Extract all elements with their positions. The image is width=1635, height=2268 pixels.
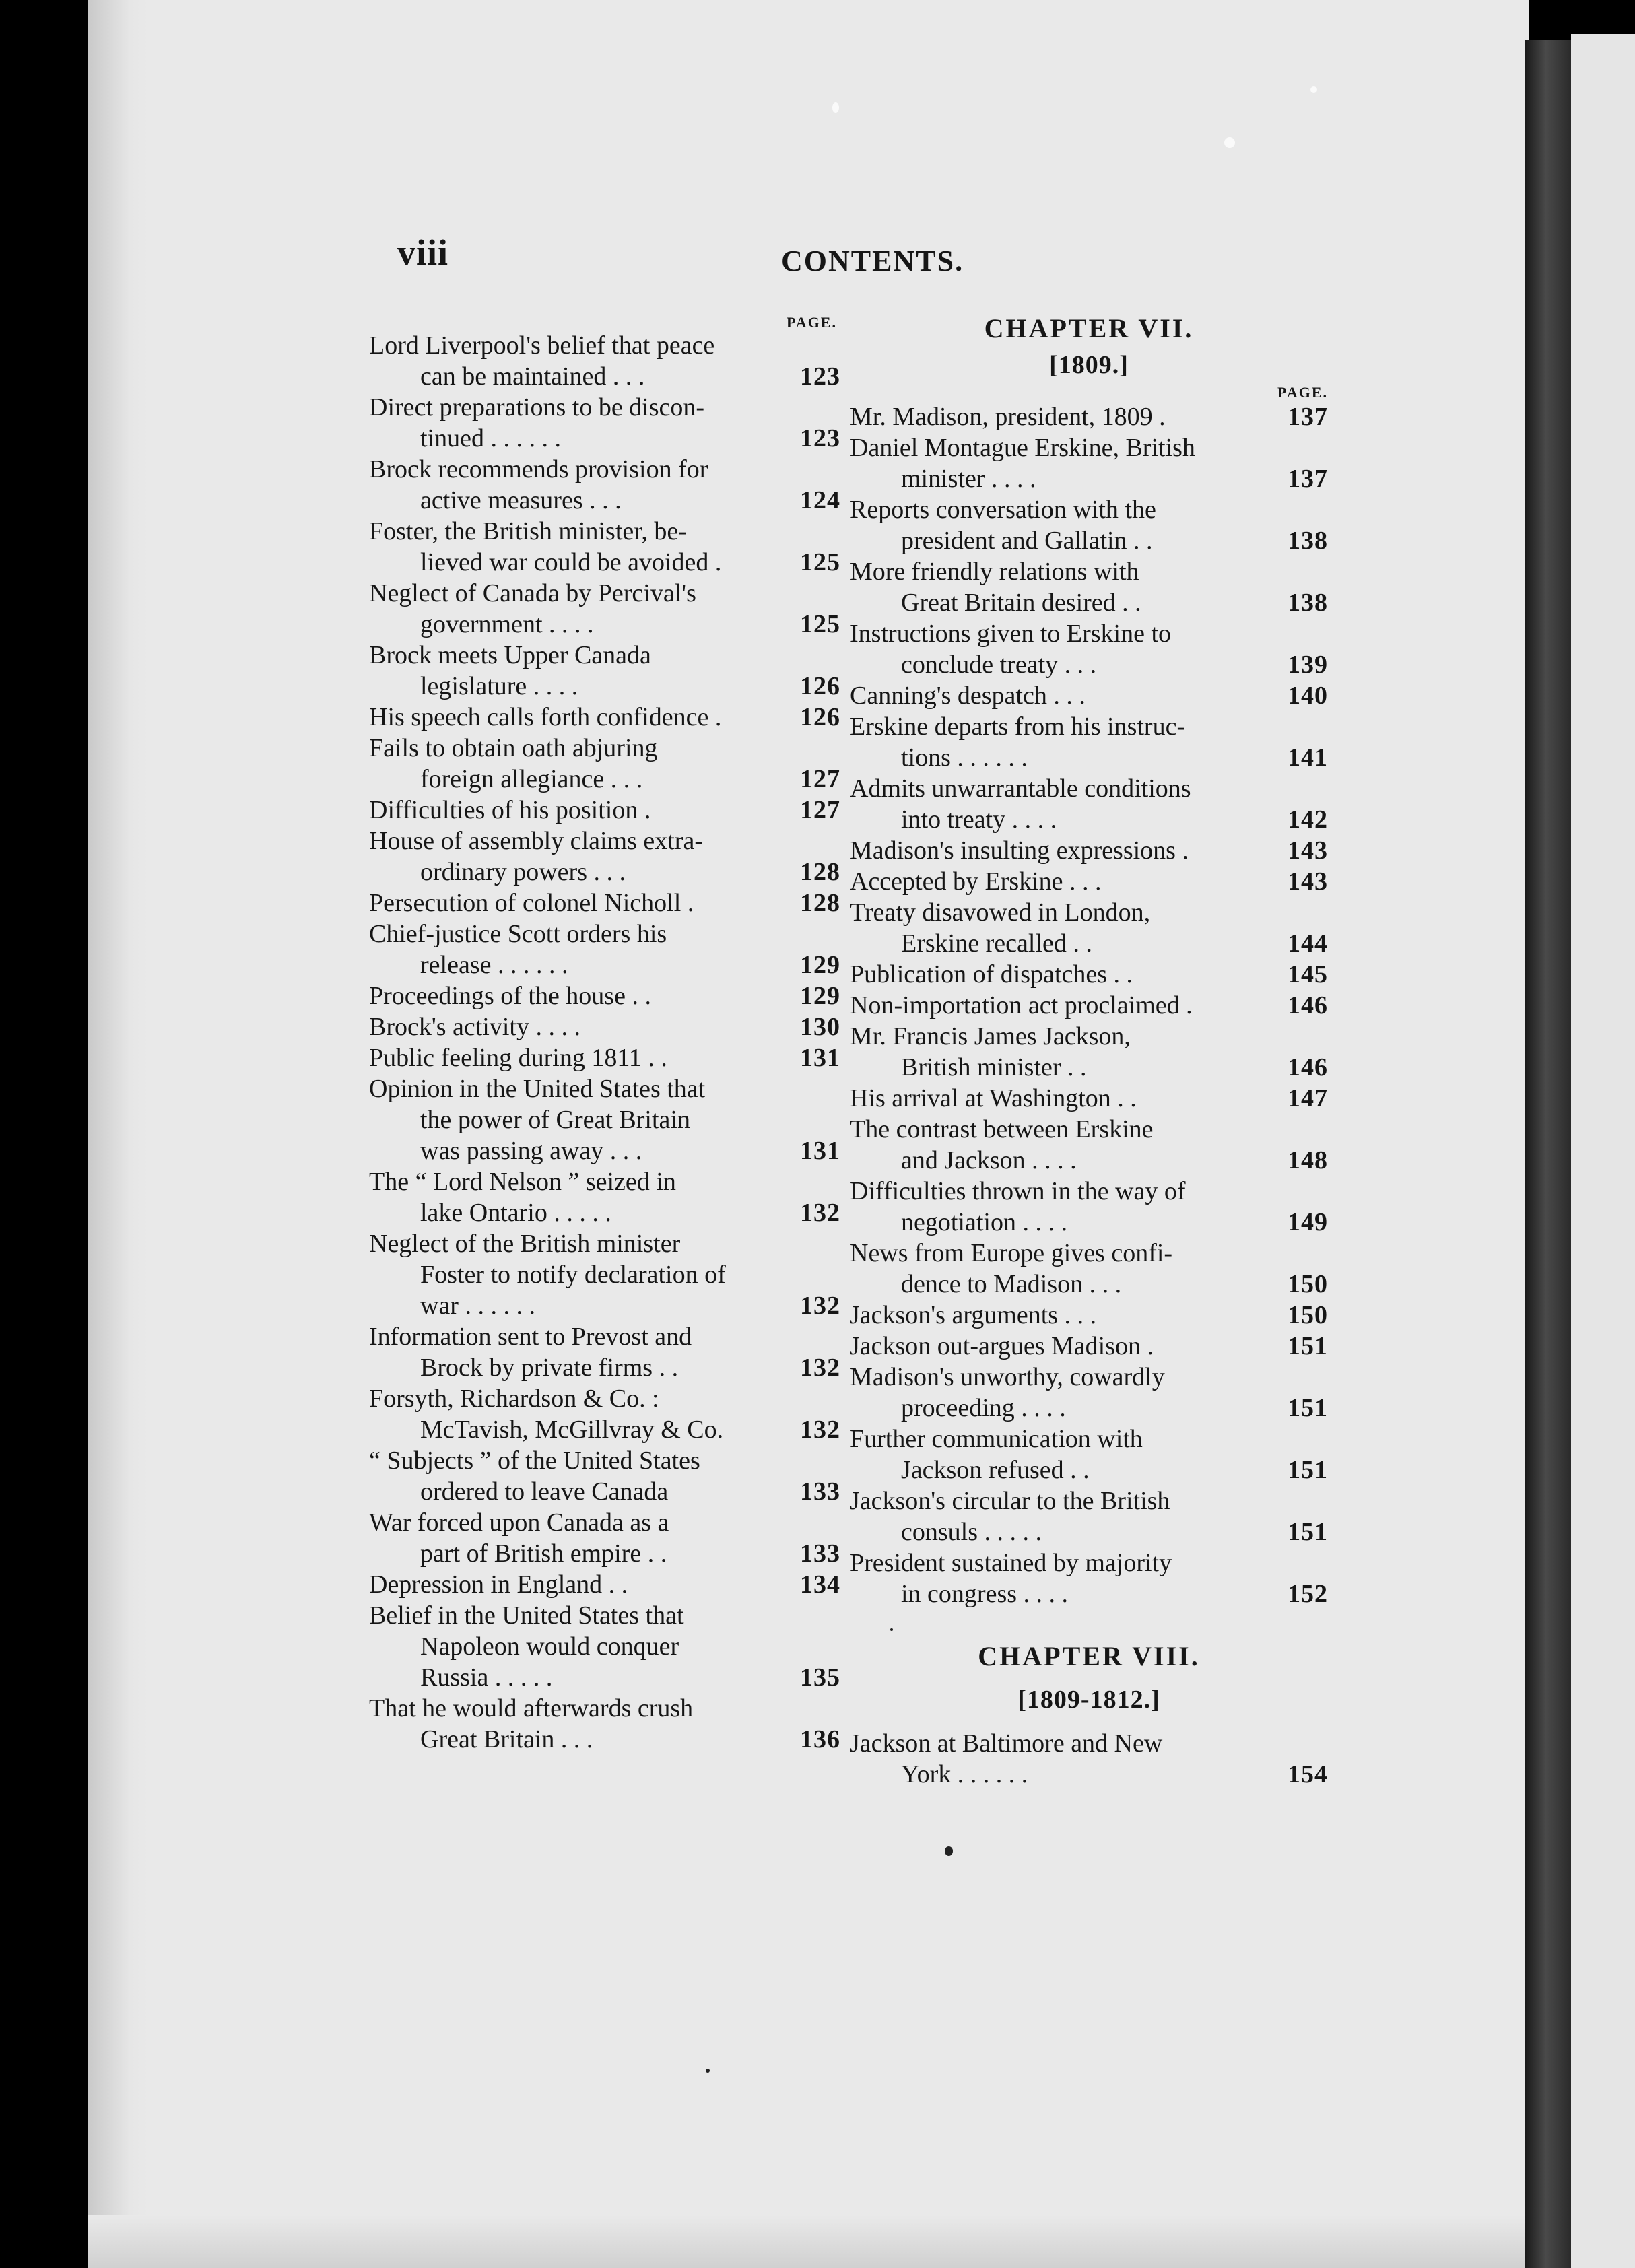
entry-text: Opinion in the United States that bbox=[369, 1075, 706, 1103]
entry-text: Daniel Montague Erskine, British bbox=[850, 434, 1195, 462]
contents-entry bbox=[369, 1228, 840, 1321]
chapter-viii-heading: CHAPTER VIII. bbox=[978, 1641, 1200, 1671]
entry-text: More friendly relations with bbox=[850, 558, 1139, 586]
contents-entry bbox=[369, 1042, 840, 1073]
entry-text: Jackson's arguments . . . bbox=[850, 1301, 1097, 1329]
entry-page-number: 128 bbox=[800, 889, 840, 917]
entry-text-continuation: Erskine recalled . . bbox=[901, 929, 1092, 958]
entry-text-continuation: McTavish, McGillvray & Co. bbox=[420, 1415, 724, 1444]
entry-page-number: 143 bbox=[1288, 836, 1328, 865]
paper-speck bbox=[1224, 137, 1235, 148]
entry-page-number: 151 bbox=[1288, 1518, 1328, 1546]
entry-text: Proceedings of the house . . bbox=[369, 982, 651, 1010]
entry-page-number: 132 bbox=[800, 1199, 840, 1227]
entry-text: Direct preparations to be discon- bbox=[369, 393, 705, 422]
entry-page-number: 125 bbox=[800, 548, 840, 576]
entry-text: Reports conversation with the bbox=[850, 496, 1156, 524]
entry-text: Difficulties of his position . bbox=[369, 796, 651, 824]
entry-text-continuation: government . . . . bbox=[420, 610, 594, 638]
entry-text: His speech calls forth confidence . bbox=[369, 703, 722, 731]
contents-entry bbox=[850, 1547, 1328, 1609]
entry-text: War forced upon Canada as a bbox=[369, 1508, 669, 1537]
contents-entry bbox=[369, 795, 840, 826]
entry-text: Neglect of Canada by Percival's bbox=[369, 579, 696, 607]
entry-page-number: 127 bbox=[800, 765, 840, 793]
ink-speck bbox=[706, 2069, 710, 2073]
entry-text: Forsyth, Richardson & Co. : bbox=[369, 1385, 659, 1413]
entry-page-number: 136 bbox=[800, 1725, 840, 1754]
entry-text-continuation: Great Britain . . . bbox=[420, 1725, 593, 1754]
entry-page-number: 123 bbox=[800, 362, 840, 391]
contents-entry bbox=[369, 1321, 840, 1383]
entry-page-number: 141 bbox=[1288, 743, 1328, 772]
entry-text: Accepted by Erskine . . . bbox=[850, 867, 1102, 896]
entry-page-number: 142 bbox=[1288, 805, 1328, 834]
entry-text-continuation: active measures . . . bbox=[420, 486, 622, 514]
contents-entry bbox=[850, 1083, 1328, 1114]
running-head: CONTENTS. bbox=[781, 244, 964, 277]
entry-page-number: 144 bbox=[1288, 929, 1328, 958]
contents-entry bbox=[369, 516, 840, 578]
entry-text: Non-importation act proclaimed . bbox=[850, 991, 1193, 1020]
entry-page-number: 152 bbox=[1288, 1580, 1328, 1608]
book-gutter bbox=[1525, 40, 1571, 2268]
contents-entry bbox=[369, 980, 840, 1011]
entry-text-continuation: part of British empire . . bbox=[420, 1539, 667, 1568]
contents-entry bbox=[369, 826, 840, 888]
entry-text-continuation: in congress . . . . bbox=[901, 1580, 1069, 1608]
contents-entry bbox=[850, 990, 1328, 1021]
contents-entry bbox=[850, 835, 1328, 866]
entry-text-continuation: consuls . . . . . bbox=[901, 1518, 1042, 1546]
contents-entry bbox=[850, 1362, 1328, 1424]
entry-text: Further communication with bbox=[850, 1425, 1143, 1453]
entry-text: Mr. Madison, president, 1809 . bbox=[850, 403, 1166, 431]
entry-page-number: 151 bbox=[1288, 1456, 1328, 1484]
entry-page-number: 146 bbox=[1288, 1053, 1328, 1081]
left-contents-column bbox=[369, 330, 840, 1755]
entry-page-number: 134 bbox=[800, 1570, 840, 1599]
chapter-vii-date: [1809.] bbox=[1049, 351, 1129, 379]
entry-text: Belief in the United States that bbox=[369, 1601, 684, 1630]
entry-text: Chief-justice Scott orders his bbox=[369, 920, 667, 948]
contents-entry bbox=[850, 1424, 1328, 1486]
entry-page-number: 132 bbox=[800, 1354, 840, 1382]
entry-page-number: 132 bbox=[800, 1415, 840, 1444]
entry-text-continuation: was passing away . . . bbox=[420, 1137, 642, 1165]
page-column-label-left: PAGE. bbox=[787, 314, 837, 331]
ink-speck bbox=[890, 1628, 893, 1631]
entry-text: The “ Lord Nelson ” seized in bbox=[369, 1168, 676, 1196]
entry-page-number: 146 bbox=[1288, 991, 1328, 1020]
entry-page-number: 143 bbox=[1288, 867, 1328, 896]
entry-text-continuation: war . . . . . . bbox=[420, 1292, 535, 1320]
contents-entry bbox=[850, 866, 1328, 897]
entry-page-number: 126 bbox=[800, 703, 840, 731]
entry-text: Instructions given to Erskine to bbox=[850, 620, 1172, 648]
right-contents-column bbox=[850, 311, 1328, 1790]
contents-entry bbox=[850, 556, 1328, 618]
entry-page-number: 151 bbox=[1288, 1332, 1328, 1360]
contents-entry bbox=[850, 1486, 1328, 1547]
entry-page-number: 138 bbox=[1288, 589, 1328, 617]
contents-entry bbox=[850, 494, 1328, 556]
entry-text: Madison's unworthy, cowardly bbox=[850, 1363, 1165, 1391]
entry-page-number: 124 bbox=[800, 486, 840, 514]
contents-entry bbox=[850, 1728, 1328, 1790]
entry-text-continuation: dence to Madison . . . bbox=[901, 1270, 1122, 1298]
entry-text: Fails to obtain oath abjuring bbox=[369, 734, 658, 762]
contents-entry bbox=[369, 640, 840, 702]
entry-text-continuation: president and Gallatin . . bbox=[901, 527, 1153, 555]
entry-text-continuation: Jackson refused . . bbox=[901, 1456, 1090, 1484]
entry-text: Information sent to Prevost and bbox=[369, 1323, 692, 1351]
entry-text: Difficulties thrown in the way of bbox=[850, 1177, 1186, 1205]
contents-entry bbox=[369, 1073, 840, 1166]
entry-text-continuation: minister . . . . bbox=[901, 465, 1036, 493]
entry-page-number: 140 bbox=[1288, 681, 1328, 710]
entry-page-number: 127 bbox=[800, 796, 840, 824]
entry-text: That he would afterwards crush bbox=[369, 1694, 694, 1723]
entry-page-number: 145 bbox=[1288, 960, 1328, 989]
page-bottom-edge bbox=[88, 2215, 1529, 2268]
entry-page-number: 149 bbox=[1288, 1208, 1328, 1236]
chapter-spacer bbox=[850, 1609, 1328, 1639]
entry-text-continuation: conclude treaty . . . bbox=[901, 651, 1097, 679]
ink-speck bbox=[945, 1846, 953, 1856]
entry-text-continuation: legislature . . . . bbox=[420, 672, 578, 700]
contents-entry bbox=[850, 401, 1328, 432]
contents-entry bbox=[850, 618, 1328, 680]
entry-text: Brock meets Upper Canada bbox=[369, 641, 651, 669]
entry-text-continuation: proceeding . . . . bbox=[901, 1394, 1066, 1422]
contents-entry bbox=[850, 959, 1328, 990]
entry-page-number: 133 bbox=[800, 1477, 840, 1506]
entry-text-continuation: ordered to leave Canada bbox=[420, 1477, 669, 1506]
entry-text: Lord Liverpool's belief that peace bbox=[369, 331, 715, 360]
contents-entry bbox=[369, 578, 840, 640]
entry-text: Madison's insulting expressions . bbox=[850, 836, 1189, 865]
contents-entry bbox=[369, 1383, 840, 1445]
entry-text: Neglect of the British minister bbox=[369, 1230, 681, 1258]
chapter-viii-date: [1809-1812.] bbox=[1017, 1686, 1160, 1714]
contents-entry bbox=[369, 1166, 840, 1228]
contents-entry bbox=[850, 1300, 1328, 1331]
entry-text: Public feeling during 1811 . . bbox=[369, 1044, 667, 1072]
contents-entry bbox=[369, 392, 840, 454]
entry-page-number: 138 bbox=[1288, 527, 1328, 555]
facing-page-edge bbox=[1571, 34, 1635, 2268]
entry-page-number: 125 bbox=[800, 610, 840, 638]
entry-text-continuation: British minister . . bbox=[901, 1053, 1087, 1081]
contents-entry bbox=[850, 1176, 1328, 1238]
entry-page-number: 126 bbox=[800, 672, 840, 700]
entry-text-continuation: can be maintained . . . bbox=[420, 362, 645, 391]
entry-text-continuation: Great Britain desired . . bbox=[901, 589, 1141, 617]
entry-text: The contrast between Erskine bbox=[850, 1115, 1154, 1143]
contents-entry bbox=[369, 330, 840, 392]
entry-page-number: 128 bbox=[800, 858, 840, 886]
entry-page-number: 132 bbox=[800, 1292, 840, 1320]
entry-page-number: 150 bbox=[1288, 1270, 1328, 1298]
entry-page-number: 135 bbox=[800, 1663, 840, 1692]
entry-text-continuation: lieved war could be avoided . bbox=[420, 548, 722, 576]
entry-text: Depression in England . . bbox=[369, 1570, 628, 1599]
contents-entry bbox=[369, 919, 840, 980]
entry-text: His arrival at Washington . . bbox=[850, 1084, 1137, 1112]
contents-entry bbox=[850, 680, 1328, 711]
contents-entry bbox=[850, 1114, 1328, 1176]
entry-text-continuation: ordinary powers . . . bbox=[420, 858, 626, 886]
entry-text: Persecution of colonel Nicholl . bbox=[369, 889, 694, 917]
contents-entry bbox=[369, 702, 840, 733]
contents-entry bbox=[369, 888, 840, 919]
page-binding-shadow bbox=[88, 0, 148, 2268]
entry-text-continuation: York . . . . . . bbox=[901, 1760, 1028, 1789]
entry-page-number: 130 bbox=[800, 1013, 840, 1041]
entry-text: Brock recommends provision for bbox=[369, 455, 708, 483]
folio-number: viii bbox=[397, 232, 449, 273]
page-column-label-right: PAGE. bbox=[1277, 384, 1328, 401]
entry-text: Publication of dispatches . . bbox=[850, 960, 1133, 989]
entry-text: News from Europe gives confi- bbox=[850, 1239, 1173, 1267]
contents-entry bbox=[850, 1238, 1328, 1300]
entry-text: Foster, the British minister, be- bbox=[369, 517, 687, 545]
contents-entry bbox=[369, 1507, 840, 1569]
entry-text-continuation: the power of Great Britain bbox=[420, 1106, 690, 1134]
entry-text-continuation: and Jackson . . . . bbox=[901, 1146, 1077, 1174]
contents-entry bbox=[369, 454, 840, 516]
contents-entry bbox=[850, 711, 1328, 773]
entry-text-continuation: into treaty . . . . bbox=[901, 805, 1057, 834]
entry-page-number: 129 bbox=[800, 951, 840, 979]
entry-text: Jackson's circular to the British bbox=[850, 1487, 1170, 1515]
entry-text: House of assembly claims extra- bbox=[369, 827, 703, 855]
entry-text: Brock's activity . . . . bbox=[369, 1013, 580, 1041]
entry-page-number: 123 bbox=[800, 424, 840, 453]
entry-text: President sustained by majority bbox=[850, 1549, 1172, 1577]
contents-entry bbox=[850, 897, 1328, 959]
entry-page-number: 131 bbox=[800, 1044, 840, 1072]
entry-text-continuation: Napoleon would conquer bbox=[420, 1632, 679, 1661]
contents-entry bbox=[850, 432, 1328, 494]
entry-text-continuation: lake Ontario . . . . . bbox=[420, 1199, 611, 1227]
contents-entry bbox=[369, 1600, 840, 1693]
entry-page-number: 154 bbox=[1288, 1760, 1328, 1789]
contents-entry bbox=[850, 1331, 1328, 1362]
entry-page-number: 137 bbox=[1288, 403, 1328, 431]
entry-page-number: 139 bbox=[1288, 651, 1328, 679]
paper-speck bbox=[1310, 86, 1317, 93]
entry-page-number: 137 bbox=[1288, 465, 1328, 493]
entry-text-continuation: Brock by private firms . . bbox=[420, 1354, 679, 1382]
chapter-viii-entries bbox=[850, 1728, 1328, 1790]
entry-page-number: 131 bbox=[800, 1137, 840, 1165]
entry-text: Canning's despatch . . . bbox=[850, 681, 1086, 710]
entry-text: Erskine departs from his instruc- bbox=[850, 712, 1186, 741]
paper-speck bbox=[832, 102, 839, 113]
contents-entry bbox=[850, 773, 1328, 835]
entry-text-continuation: Russia . . . . . bbox=[420, 1663, 553, 1692]
contents-entry bbox=[369, 1011, 840, 1042]
entry-text-continuation: Foster to notify declaration of bbox=[420, 1261, 726, 1289]
contents-entry bbox=[850, 1021, 1328, 1083]
entry-text: Admits unwarrantable conditions bbox=[850, 774, 1191, 803]
entry-text-continuation: release . . . . . . bbox=[420, 951, 568, 979]
entry-page-number: 133 bbox=[800, 1539, 840, 1568]
entry-text-continuation: tions . . . . . . bbox=[901, 743, 1028, 772]
contents-entry bbox=[369, 1693, 840, 1755]
entry-text-continuation: foreign allegiance . . . bbox=[420, 765, 643, 793]
entry-page-number: 129 bbox=[800, 982, 840, 1010]
chapter-vii-heading: CHAPTER VII. bbox=[984, 313, 1194, 343]
entry-page-number: 147 bbox=[1288, 1084, 1328, 1112]
contents-entry bbox=[369, 1445, 840, 1507]
entry-text: Mr. Francis James Jackson, bbox=[850, 1022, 1131, 1050]
entry-text-continuation: tinued . . . . . . bbox=[420, 424, 561, 453]
contents-entry bbox=[369, 1569, 840, 1600]
entry-text: “ Subjects ” of the United States bbox=[369, 1446, 700, 1475]
entry-page-number: 150 bbox=[1288, 1301, 1328, 1329]
entry-page-number: 151 bbox=[1288, 1394, 1328, 1422]
entry-text: Jackson out-argues Madison . bbox=[850, 1332, 1154, 1360]
chapter-vii-entries bbox=[850, 401, 1328, 1609]
entry-page-number: 148 bbox=[1288, 1146, 1328, 1174]
contents-entry bbox=[369, 733, 840, 795]
entry-text: Jackson at Baltimore and New bbox=[850, 1729, 1163, 1758]
entry-text-continuation: negotiation . . . . bbox=[901, 1208, 1067, 1236]
entry-text: Treaty disavowed in London, bbox=[850, 898, 1151, 927]
